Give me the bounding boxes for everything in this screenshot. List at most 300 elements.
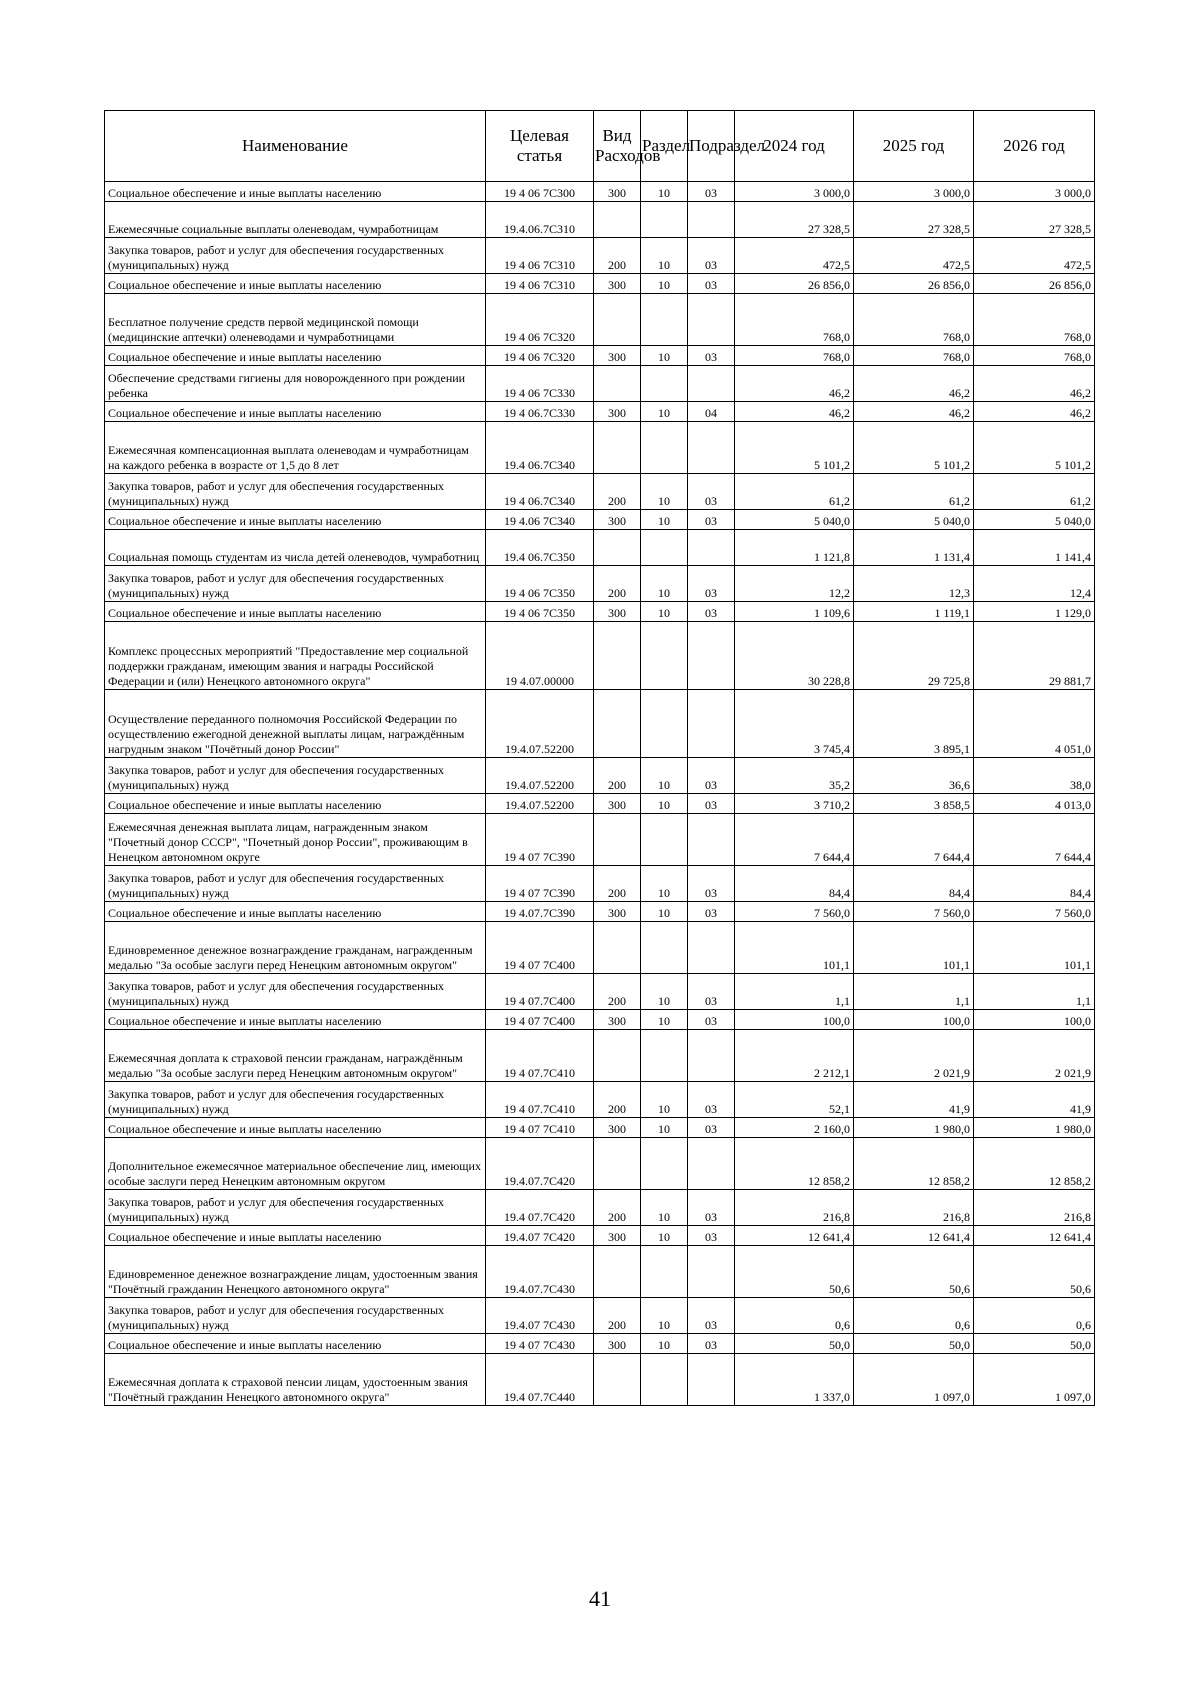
cell-target: 19 4 07 7С390 <box>486 814 594 866</box>
cell-2026: 46,2 <box>974 366 1095 402</box>
cell-vid <box>594 530 641 566</box>
cell-2024: 30 228,8 <box>735 622 854 690</box>
cell-razdel <box>641 1138 688 1190</box>
cell-podrazdel <box>688 622 735 690</box>
cell-vid: 300 <box>594 794 641 814</box>
cell-target: 19 4 06 7С350 <box>486 566 594 602</box>
cell-2026: 12 858,2 <box>974 1138 1095 1190</box>
table-row <box>105 294 1095 346</box>
cell-2026: 472,5 <box>974 238 1095 274</box>
table-row <box>105 182 1095 202</box>
cell-2024: 3 710,2 <box>735 794 854 814</box>
cell-2024: 26 856,0 <box>735 274 854 294</box>
cell-vid: 300 <box>594 346 641 366</box>
cell-vid: 200 <box>594 566 641 602</box>
cell-razdel <box>641 530 688 566</box>
table-row <box>105 1118 1095 1138</box>
cell-2024: 61,2 <box>735 474 854 510</box>
cell-2024: 216,8 <box>735 1190 854 1226</box>
cell-name: Социальное обеспечение и иные выплаты населению <box>105 1226 486 1246</box>
cell-2025: 101,1 <box>854 922 974 974</box>
cell-2025: 768,0 <box>854 346 974 366</box>
cell-2024: 46,2 <box>735 366 854 402</box>
table-row <box>105 510 1095 530</box>
cell-name: Закупка товаров, работ и услуг для обеспечения государственных (муниципальных) нужд <box>105 566 486 602</box>
cell-razdel: 10 <box>641 602 688 622</box>
cell-2025: 84,4 <box>854 866 974 902</box>
cell-2024: 50,6 <box>735 1246 854 1298</box>
cell-2026: 1,1 <box>974 974 1095 1010</box>
cell-2024: 12,2 <box>735 566 854 602</box>
cell-2025: 1,1 <box>854 974 974 1010</box>
cell-target: 19 4 07.7С400 <box>486 974 594 1010</box>
cell-target: 19 4 07.7С410 <box>486 1082 594 1118</box>
cell-razdel: 10 <box>641 510 688 530</box>
cell-2025: 1 131,4 <box>854 530 974 566</box>
cell-name: Ежемесячная денежная выплата лицам, награжденным знаком "Почетный донор СССР", "Почетный донор России", проживающим в Ненецком автономном округе <box>105 814 486 866</box>
cell-vid: 300 <box>594 1334 641 1354</box>
cell-razdel: 10 <box>641 1010 688 1030</box>
cell-vid <box>594 1030 641 1082</box>
cell-podrazdel: 03 <box>688 474 735 510</box>
cell-2024: 2 160,0 <box>735 1118 854 1138</box>
cell-2025: 27 328,5 <box>854 202 974 238</box>
cell-podrazdel: 03 <box>688 1010 735 1030</box>
cell-name: Ежемесячные социальные выплаты оленеводам, чумработницам <box>105 202 486 238</box>
cell-vid: 300 <box>594 402 641 422</box>
cell-vid <box>594 622 641 690</box>
cell-2025: 46,2 <box>854 402 974 422</box>
cell-target: 19 4 06 7С300 <box>486 182 594 202</box>
cell-name: Социальное обеспечение и иные выплаты населению <box>105 1334 486 1354</box>
table-row <box>105 866 1095 902</box>
table-row <box>105 474 1095 510</box>
cell-name: Социальное обеспечение и иные выплаты населению <box>105 1010 486 1030</box>
cell-2024: 7 644,4 <box>735 814 854 866</box>
cell-podrazdel <box>688 366 735 402</box>
cell-vid: 300 <box>594 182 641 202</box>
cell-podrazdel <box>688 202 735 238</box>
cell-vid: 200 <box>594 238 641 274</box>
table-row <box>105 202 1095 238</box>
cell-2024: 35,2 <box>735 758 854 794</box>
cell-target: 19 4.07.7С390 <box>486 902 594 922</box>
cell-2026: 0,6 <box>974 1298 1095 1334</box>
table-row <box>105 758 1095 794</box>
cell-vid <box>594 422 641 474</box>
cell-2026: 2 021,9 <box>974 1030 1095 1082</box>
cell-podrazdel: 03 <box>688 274 735 294</box>
cell-podrazdel <box>688 422 735 474</box>
cell-2026: 41,9 <box>974 1082 1095 1118</box>
cell-vid <box>594 1138 641 1190</box>
cell-podrazdel: 03 <box>688 1298 735 1334</box>
cell-vid <box>594 1246 641 1298</box>
table-row <box>105 1246 1095 1298</box>
cell-podrazdel: 03 <box>688 602 735 622</box>
table-row <box>105 402 1095 422</box>
cell-name: Социальное обеспечение и иные выплаты населению <box>105 346 486 366</box>
cell-vid: 200 <box>594 474 641 510</box>
cell-target: 19.4.07 7С420 <box>486 1226 594 1246</box>
cell-2026: 768,0 <box>974 294 1095 346</box>
cell-vid: 300 <box>594 1118 641 1138</box>
cell-target: 19.4 06.7С350 <box>486 530 594 566</box>
cell-razdel: 10 <box>641 182 688 202</box>
budget-table <box>104 110 1095 1406</box>
cell-2026: 1 980,0 <box>974 1118 1095 1138</box>
cell-name: Социальное обеспечение и иные выплаты населению <box>105 602 486 622</box>
cell-2024: 12 641,4 <box>735 1226 854 1246</box>
cell-vid: 300 <box>594 274 641 294</box>
cell-2026: 1 097,0 <box>974 1354 1095 1406</box>
budget-table-sheet <box>104 110 1094 1406</box>
cell-target: 19.4.07.52200 <box>486 690 594 758</box>
cell-target: 19 4 06 7С310 <box>486 274 594 294</box>
cell-podrazdel <box>688 1354 735 1406</box>
cell-2025: 7 560,0 <box>854 902 974 922</box>
cell-2026: 46,2 <box>974 402 1095 422</box>
cell-2025: 2 021,9 <box>854 1030 974 1082</box>
cell-target: 19 4.06 7С340 <box>486 510 594 530</box>
cell-2025: 7 644,4 <box>854 814 974 866</box>
cell-target: 19 4 07 7С390 <box>486 866 594 902</box>
cell-podrazdel: 03 <box>688 346 735 366</box>
cell-razdel <box>641 814 688 866</box>
cell-name: Закупка товаров, работ и услуг для обеспечения государственных (муниципальных) нужд <box>105 1298 486 1334</box>
page-number: 41 <box>589 1586 611 1611</box>
cell-vid <box>594 294 641 346</box>
cell-razdel <box>641 294 688 346</box>
cell-podrazdel: 03 <box>688 510 735 530</box>
table-body <box>105 182 1095 1406</box>
table-row <box>105 1082 1095 1118</box>
cell-2026: 26 856,0 <box>974 274 1095 294</box>
cell-name: Единовременное денежное вознаграждение гражданам, награжденным медалью "За особые заслуги перед Ненецким автономным округом" <box>105 922 486 974</box>
cell-2026: 7 560,0 <box>974 902 1095 922</box>
cell-razdel: 10 <box>641 902 688 922</box>
cell-vid: 300 <box>594 902 641 922</box>
table-row <box>105 346 1095 366</box>
cell-2024: 100,0 <box>735 1010 854 1030</box>
table-row <box>105 1226 1095 1246</box>
cell-podrazdel <box>688 922 735 974</box>
header-name: Наименование <box>105 111 486 182</box>
cell-2024: 1 121,8 <box>735 530 854 566</box>
cell-2025: 3 000,0 <box>854 182 974 202</box>
header-razdel: Раздел <box>641 111 688 182</box>
cell-name: Социальное обеспечение и иные выплаты населению <box>105 1118 486 1138</box>
cell-razdel <box>641 690 688 758</box>
cell-razdel: 10 <box>641 1082 688 1118</box>
cell-razdel <box>641 202 688 238</box>
cell-vid: 200 <box>594 866 641 902</box>
cell-2026: 84,4 <box>974 866 1095 902</box>
table-row <box>105 530 1095 566</box>
cell-2026: 38,0 <box>974 758 1095 794</box>
cell-name: Закупка товаров, работ и услуг для обеспечения государственных (муниципальных) нужд <box>105 758 486 794</box>
cell-2025: 1 097,0 <box>854 1354 974 1406</box>
cell-podrazdel <box>688 1030 735 1082</box>
cell-podrazdel: 03 <box>688 1226 735 1246</box>
cell-podrazdel: 03 <box>688 1118 735 1138</box>
cell-target: 19 4 07 7С400 <box>486 922 594 974</box>
cell-razdel: 10 <box>641 974 688 1010</box>
cell-target: 19.4.07.52200 <box>486 758 594 794</box>
cell-podrazdel <box>688 1138 735 1190</box>
cell-2025: 12,3 <box>854 566 974 602</box>
cell-2024: 50,0 <box>735 1334 854 1354</box>
cell-target: 19 4 06 7С320 <box>486 294 594 346</box>
table-row <box>105 1298 1095 1334</box>
cell-2024: 0,6 <box>735 1298 854 1334</box>
cell-razdel: 10 <box>641 566 688 602</box>
cell-vid: 200 <box>594 758 641 794</box>
table-row <box>105 690 1095 758</box>
cell-2025: 768,0 <box>854 294 974 346</box>
cell-name: Ежемесячная компенсационная выплата оленеводам и чумработницам на каждого ребенка в возрасте от 1,5 до 8 лет <box>105 422 486 474</box>
cell-2025: 100,0 <box>854 1010 974 1030</box>
cell-2025: 216,8 <box>854 1190 974 1226</box>
cell-target: 19.4.07 7С430 <box>486 1298 594 1334</box>
cell-vid <box>594 814 641 866</box>
cell-target: 19 4 06.7С340 <box>486 474 594 510</box>
cell-name: Закупка товаров, работ и услуг для обеспечения государственных (муниципальных) нужд <box>105 1082 486 1118</box>
cell-razdel: 10 <box>641 1118 688 1138</box>
cell-name: Ежемесячная доплата к страховой пенсии гражданам, награждённым медалью "За особые заслуги перед Ненецким автономным округом" <box>105 1030 486 1082</box>
cell-name: Закупка товаров, работ и услуг для обеспечения государственных (муниципальных) нужд <box>105 974 486 1010</box>
cell-razdel: 10 <box>641 238 688 274</box>
cell-target: 19.4 07.7С420 <box>486 1190 594 1226</box>
cell-2025: 26 856,0 <box>854 274 974 294</box>
cell-2024: 5 040,0 <box>735 510 854 530</box>
cell-target: 19.4 07.7С440 <box>486 1354 594 1406</box>
cell-podrazdel: 03 <box>688 902 735 922</box>
cell-vid <box>594 366 641 402</box>
cell-2024: 27 328,5 <box>735 202 854 238</box>
cell-target: 19 4 06 7С330 <box>486 366 594 402</box>
cell-2026: 4 051,0 <box>974 690 1095 758</box>
cell-target: 19.4.07.7С430 <box>486 1246 594 1298</box>
cell-name: Социальное обеспечение и иные выплаты населению <box>105 510 486 530</box>
cell-vid: 300 <box>594 1226 641 1246</box>
cell-2026: 12 641,4 <box>974 1226 1095 1246</box>
cell-podrazdel: 04 <box>688 402 735 422</box>
cell-2025: 12 641,4 <box>854 1226 974 1246</box>
cell-podrazdel: 03 <box>688 182 735 202</box>
cell-2026: 4 013,0 <box>974 794 1095 814</box>
cell-vid <box>594 202 641 238</box>
cell-razdel: 10 <box>641 1298 688 1334</box>
cell-2024: 1 337,0 <box>735 1354 854 1406</box>
cell-podrazdel <box>688 690 735 758</box>
cell-2026: 768,0 <box>974 346 1095 366</box>
cell-2026: 7 644,4 <box>974 814 1095 866</box>
cell-2025: 0,6 <box>854 1298 974 1334</box>
cell-2025: 472,5 <box>854 238 974 274</box>
cell-2025: 41,9 <box>854 1082 974 1118</box>
table-row <box>105 422 1095 474</box>
cell-target: 19.4.07.52200 <box>486 794 594 814</box>
cell-2024: 3 000,0 <box>735 182 854 202</box>
header-2024: 2024 год <box>735 111 854 182</box>
cell-razdel <box>641 622 688 690</box>
cell-2025: 50,6 <box>854 1246 974 1298</box>
cell-target: 19 4 07 7С430 <box>486 1334 594 1354</box>
cell-razdel: 10 <box>641 866 688 902</box>
cell-podrazdel: 03 <box>688 1190 735 1226</box>
cell-2026: 5 040,0 <box>974 510 1095 530</box>
cell-name: Социальная помощь студентам из числа детей оленеводов, чумработниц <box>105 530 486 566</box>
cell-razdel <box>641 1246 688 1298</box>
cell-razdel: 10 <box>641 1334 688 1354</box>
cell-name: Закупка товаров, работ и услуг для обеспечения государственных (муниципальных) нужд <box>105 474 486 510</box>
cell-name: Социальное обеспечение и иные выплаты населению <box>105 402 486 422</box>
cell-2025: 5 040,0 <box>854 510 974 530</box>
cell-name: Социальное обеспечение и иные выплаты населению <box>105 902 486 922</box>
cell-2024: 5 101,2 <box>735 422 854 474</box>
cell-podrazdel: 03 <box>688 1082 735 1118</box>
cell-podrazdel <box>688 814 735 866</box>
cell-razdel <box>641 1030 688 1082</box>
cell-vid: 200 <box>594 1190 641 1226</box>
cell-2025: 50,0 <box>854 1334 974 1354</box>
cell-podrazdel: 03 <box>688 758 735 794</box>
header-2025: 2025 год <box>854 111 974 182</box>
cell-target: 19 4 06 7С310 <box>486 238 594 274</box>
cell-target: 19 4 06 7С350 <box>486 602 594 622</box>
cell-2026: 50,6 <box>974 1246 1095 1298</box>
table-row <box>105 238 1095 274</box>
cell-2024: 472,5 <box>735 238 854 274</box>
cell-target: 19 4 07.7С410 <box>486 1030 594 1082</box>
header-target: Целевая статья <box>486 111 594 182</box>
cell-2025: 3 895,1 <box>854 690 974 758</box>
cell-2024: 7 560,0 <box>735 902 854 922</box>
header-podrazdel: Подраздел <box>688 111 735 182</box>
cell-2026: 3 000,0 <box>974 182 1095 202</box>
cell-2024: 768,0 <box>735 294 854 346</box>
table-row <box>105 566 1095 602</box>
cell-2025: 5 101,2 <box>854 422 974 474</box>
cell-target: 19.4.07.7С420 <box>486 1138 594 1190</box>
cell-2024: 3 745,4 <box>735 690 854 758</box>
cell-2025: 61,2 <box>854 474 974 510</box>
cell-vid <box>594 1354 641 1406</box>
cell-razdel: 10 <box>641 1226 688 1246</box>
cell-2026: 101,1 <box>974 922 1095 974</box>
table-row <box>105 974 1095 1010</box>
cell-podrazdel <box>688 1246 735 1298</box>
cell-podrazdel: 03 <box>688 794 735 814</box>
cell-razdel: 10 <box>641 1190 688 1226</box>
cell-razdel: 10 <box>641 274 688 294</box>
cell-target: 19 4 07 7С410 <box>486 1118 594 1138</box>
cell-2026: 27 328,5 <box>974 202 1095 238</box>
cell-name: Обеспечение средствами гигиены для новорожденного при рождении ребенка <box>105 366 486 402</box>
cell-2024: 2 212,1 <box>735 1030 854 1082</box>
table-row <box>105 602 1095 622</box>
cell-vid: 300 <box>594 602 641 622</box>
header-2026: 2026 год <box>974 111 1095 182</box>
cell-podrazdel: 03 <box>688 1334 735 1354</box>
cell-2026: 5 101,2 <box>974 422 1095 474</box>
table-row <box>105 1010 1095 1030</box>
cell-2026: 216,8 <box>974 1190 1095 1226</box>
cell-vid: 300 <box>594 1010 641 1030</box>
cell-2025: 46,2 <box>854 366 974 402</box>
table-row <box>105 902 1095 922</box>
table-row <box>105 794 1095 814</box>
cell-name: Социальное обеспечение и иные выплаты населению <box>105 794 486 814</box>
cell-2024: 1,1 <box>735 974 854 1010</box>
cell-2025: 36,6 <box>854 758 974 794</box>
cell-vid: 200 <box>594 1082 641 1118</box>
cell-name: Единовременное денежное вознаграждение лицам, удостоенным звания "Почётный гражданин Ненецкого автономного округа" <box>105 1246 486 1298</box>
cell-name: Закупка товаров, работ и услуг для обеспечения государственных (муниципальных) нужд <box>105 1190 486 1226</box>
cell-2024: 768,0 <box>735 346 854 366</box>
cell-2025: 1 119,1 <box>854 602 974 622</box>
cell-target: 19 4 06 7С320 <box>486 346 594 366</box>
cell-razdel <box>641 422 688 474</box>
cell-name: Социальное обеспечение и иные выплаты населению <box>105 182 486 202</box>
cell-podrazdel: 03 <box>688 866 735 902</box>
cell-razdel: 10 <box>641 402 688 422</box>
cell-2026: 1 141,4 <box>974 530 1095 566</box>
cell-target: 19 4.07.00000 <box>486 622 594 690</box>
cell-name: Ежемесячная доплата к страховой пенсии лицам, удостоенным звания "Почётный гражданин Ненецкого автономного округа" <box>105 1354 486 1406</box>
table-row <box>105 814 1095 866</box>
cell-razdel <box>641 366 688 402</box>
cell-2024: 46,2 <box>735 402 854 422</box>
cell-2026: 61,2 <box>974 474 1095 510</box>
cell-razdel: 10 <box>641 474 688 510</box>
table-row <box>105 1190 1095 1226</box>
cell-target: 19 4 07 7С400 <box>486 1010 594 1030</box>
cell-podrazdel: 03 <box>688 566 735 602</box>
cell-podrazdel: 03 <box>688 974 735 1010</box>
cell-2024: 1 109,6 <box>735 602 854 622</box>
cell-name: Комплекс процессных мероприятий "Предоставление мер социальной поддержки гражданам, имеющим звания и награды Российской Федерации и (или) Ненецкого автономного округа" <box>105 622 486 690</box>
cell-2026: 100,0 <box>974 1010 1095 1030</box>
table-row <box>105 274 1095 294</box>
cell-vid <box>594 922 641 974</box>
cell-vid: 200 <box>594 1298 641 1334</box>
table-row <box>105 1354 1095 1406</box>
cell-2024: 12 858,2 <box>735 1138 854 1190</box>
table-header-row <box>105 111 1095 182</box>
table-row <box>105 366 1095 402</box>
cell-vid: 300 <box>594 510 641 530</box>
cell-name: Осуществление переданного полномочия Российской Федерации по осуществлению ежегодной денежной выплаты лицам, награждённым нагрудным знаком "Почётный донор России" <box>105 690 486 758</box>
cell-2024: 84,4 <box>735 866 854 902</box>
cell-name: Закупка товаров, работ и услуг для обеспечения государственных (муниципальных) нужд <box>105 238 486 274</box>
cell-name: Социальное обеспечение и иные выплаты населению <box>105 274 486 294</box>
table-row <box>105 1030 1095 1082</box>
cell-2026: 29 881,7 <box>974 622 1095 690</box>
cell-podrazdel <box>688 294 735 346</box>
cell-target: 19.4 06.7С340 <box>486 422 594 474</box>
cell-razdel: 10 <box>641 758 688 794</box>
table-row <box>105 622 1095 690</box>
cell-podrazdel <box>688 530 735 566</box>
header-vid: Вид Расходов <box>594 111 641 182</box>
cell-podrazdel: 03 <box>688 238 735 274</box>
cell-razdel: 10 <box>641 794 688 814</box>
cell-razdel <box>641 922 688 974</box>
cell-2026: 50,0 <box>974 1334 1095 1354</box>
cell-name: Бесплатное получение средств первой медицинской помощи (медицинские аптечки) оленеводами и чумработницами <box>105 294 486 346</box>
